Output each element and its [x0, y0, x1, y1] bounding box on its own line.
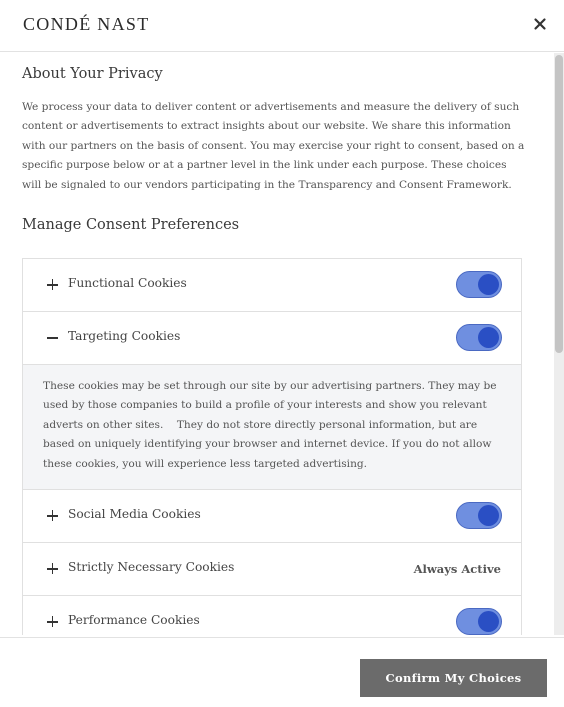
close-button[interactable]: [528, 12, 552, 36]
category-targeting-cookies[interactable]: [23, 312, 521, 365]
toggle-knob: [478, 274, 499, 295]
expand-plus-icon[interactable]: [47, 560, 59, 578]
expand-plus-icon[interactable]: [47, 507, 59, 525]
category-label: Functional Cookies: [68, 276, 187, 290]
collapse-minus-icon[interactable]: [47, 329, 59, 347]
close-icon: [528, 12, 552, 36]
targeting-cookies-description: These cookies may be set through our site by our advertising partners. They may be used by those companies to build a profile of your interests and show you relevant adverts on other sites. They do not store directly personal information, but are based on uniquely identifying your browser and internet device. If you do not allow these cookies, you will experience less targeted advertising.: [23, 365, 521, 490]
preferences-scroll-area: [0, 53, 564, 635]
category-label: Social Media Cookies: [68, 507, 201, 521]
expand-plus-icon[interactable]: [47, 276, 59, 294]
always-active-status: Always Active: [413, 562, 501, 576]
modal-header: [0, 0, 564, 52]
confirm-choices-button[interactable]: Confirm My Choices: [360, 659, 547, 697]
privacy-description: We process your data to deliver content or advertisements and measure the delivery of such content or advertisements to extract insights about our website. We share this information with our partners on the basis of consent. You may exercise your right to consent, based on a specific purpose below or at a partner level in the link under each purpose. These choices will be signaled to our vendors participating in the Transparency and Consent Framework.: [22, 101, 525, 191]
scrollbar-thumb[interactable]: [555, 55, 563, 353]
category-strictly-necessary-cookies[interactable]: [23, 543, 521, 596]
category-performance-cookies[interactable]: [23, 596, 521, 635]
category-label: Performance Cookies: [68, 613, 200, 627]
manage-consent-heading: Manage Consent Preferences: [22, 217, 240, 233]
modal-footer: [0, 637, 564, 707]
category-social-media-cookies[interactable]: [23, 490, 521, 543]
category-label: Strictly Necessary Cookies: [68, 560, 235, 574]
targeting-cookies-toggle[interactable]: [456, 324, 502, 351]
social-media-cookies-toggle[interactable]: [456, 502, 502, 529]
conde-nast-logo: CONDÉ NAST: [23, 14, 150, 34]
toggle-knob: [478, 505, 499, 526]
functional-cookies-toggle[interactable]: [456, 271, 502, 298]
category-label: Targeting Cookies: [68, 329, 181, 343]
category-functional-cookies[interactable]: [23, 259, 521, 312]
expand-plus-icon[interactable]: [47, 613, 59, 631]
performance-cookies-toggle[interactable]: [456, 608, 502, 635]
consent-accordion: [22, 258, 522, 635]
toggle-knob: [478, 611, 499, 632]
privacy-heading: About Your Privacy: [22, 66, 163, 82]
toggle-knob: [478, 327, 499, 348]
